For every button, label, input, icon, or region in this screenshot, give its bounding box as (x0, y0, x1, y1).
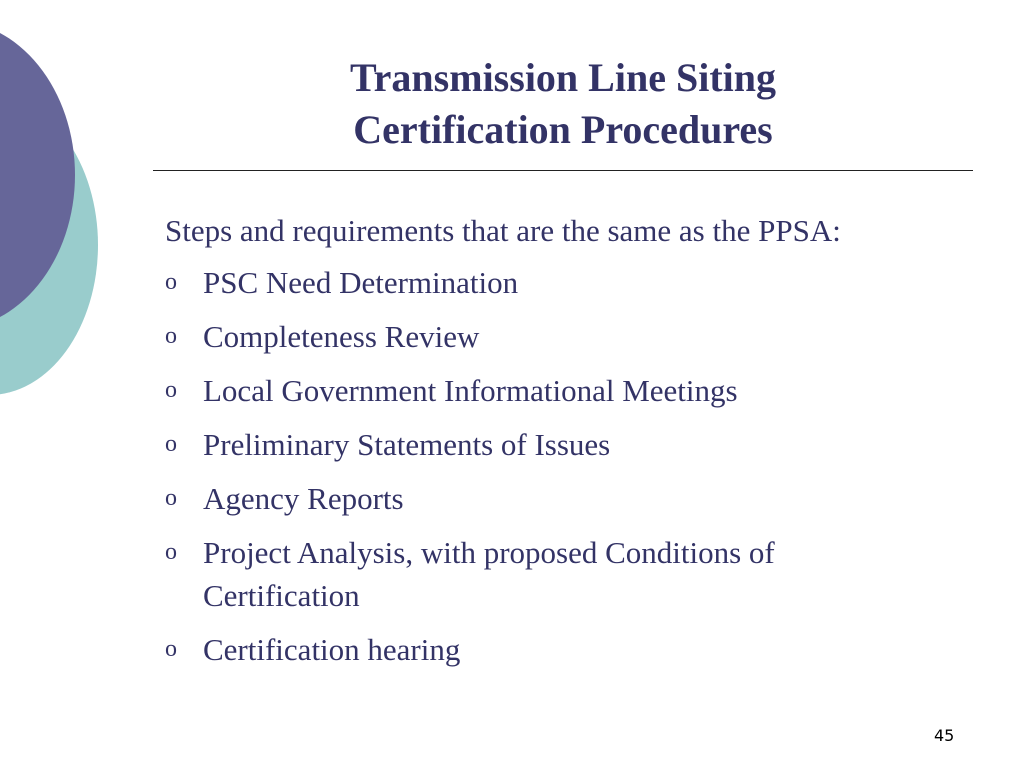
list-item-text: Local Government Informational Meetings (203, 373, 738, 408)
hollow-bullet-icon: o (165, 636, 177, 662)
list-item-text: Project Analysis, with proposed Conditions of Certification (203, 535, 775, 613)
list-item (165, 317, 965, 358)
title-divider (153, 170, 973, 171)
list-item (165, 371, 965, 412)
list-item-text: PSC Need Determination (203, 265, 519, 300)
page-number: 45 (934, 726, 955, 745)
slide-title (150, 52, 976, 156)
list-item-text: Certification hearing (203, 632, 461, 667)
intro-text: Steps and requirements that are the same as the PPSA: (165, 213, 841, 248)
list-item (165, 630, 965, 671)
hollow-bullet-icon: o (165, 539, 177, 565)
hollow-bullet-icon: o (165, 377, 177, 403)
hollow-bullet-icon: o (165, 431, 177, 457)
slide-body (165, 212, 965, 684)
bullet-list (165, 263, 965, 671)
list-item (165, 479, 965, 520)
list-item-text: Preliminary Statements of Issues (203, 427, 611, 462)
hollow-bullet-icon: o (165, 485, 177, 511)
slide-title-line-1: Transmission Line Siting (349, 55, 777, 100)
list-item (165, 425, 965, 466)
list-item (165, 263, 965, 304)
list-item-text: Agency Reports (203, 481, 404, 516)
hollow-bullet-icon: o (165, 269, 177, 295)
hollow-bullet-icon: o (165, 323, 177, 349)
list-item (165, 533, 965, 617)
slide-title-line-2: Certification Procedures (353, 107, 773, 152)
list-item-text: Completeness Review (203, 319, 480, 354)
